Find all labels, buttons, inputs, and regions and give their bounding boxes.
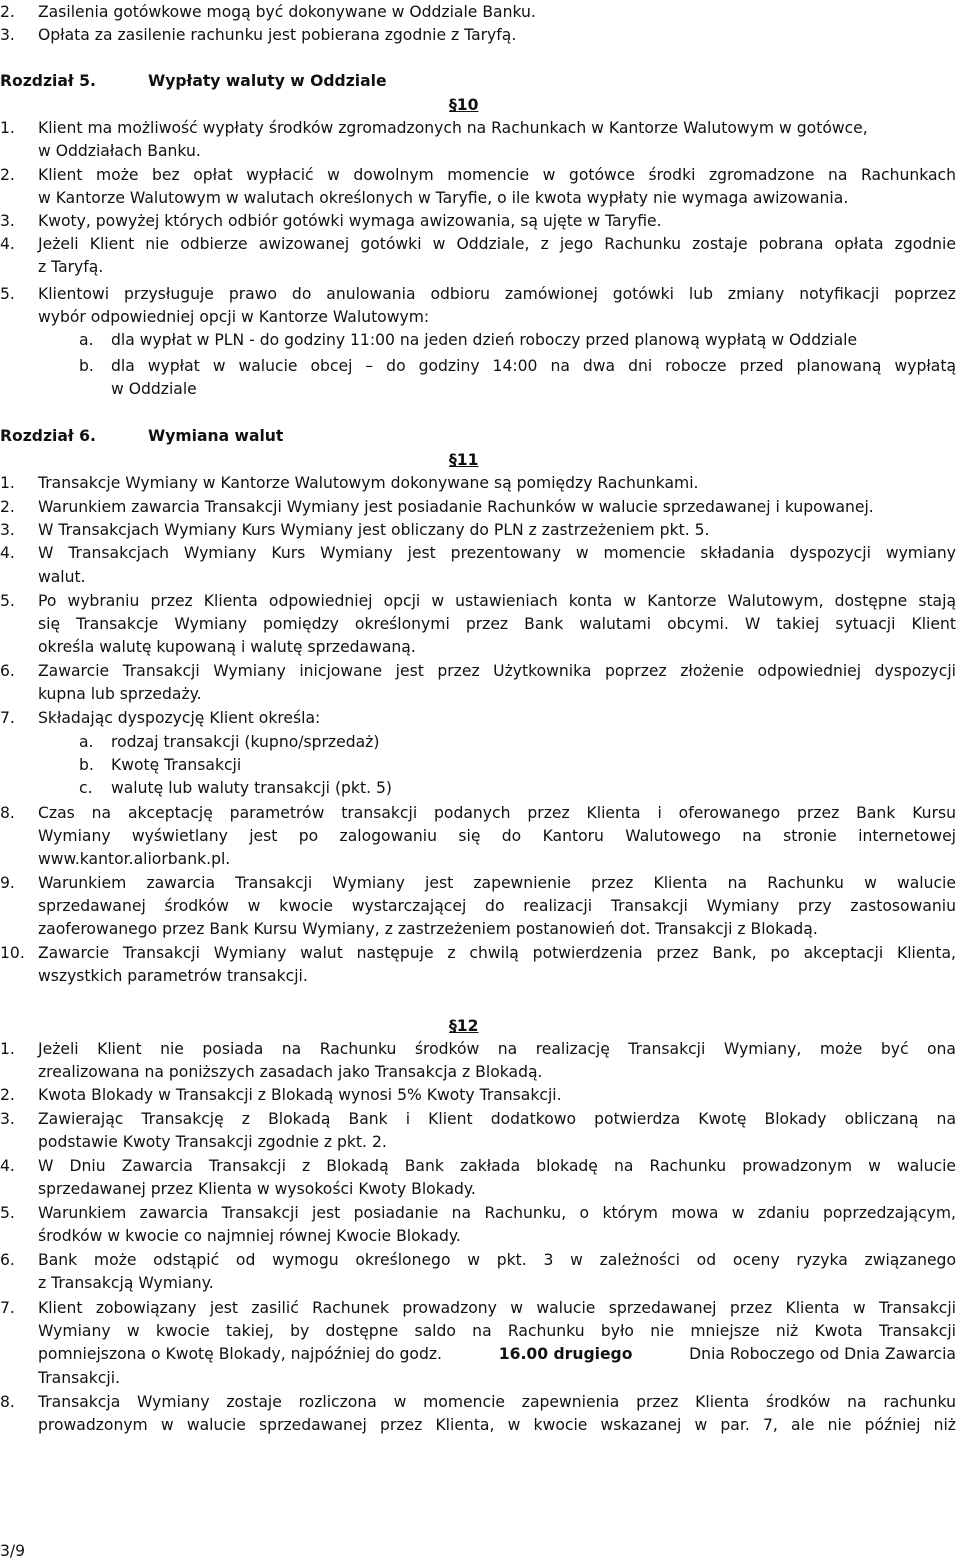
list-item: 9. Warunkiem zawarcia Transakcji Wymiany jest zapewnienie przez Klienta na Rachunku w walucie — [0, 874, 956, 892]
list-item: 2. Warunkiem zawarcia Transakcji Wymiany jest posiadanie Rachunków w walucie sprzedawanej i kupowanej. — [0, 498, 874, 516]
list-item: 4. Jeżeli Klient nie odbierze awizowanej gotówki w Oddziale, z jego Rachunku zostaje pobrana opłata zgodnie — [0, 235, 956, 253]
list-item-continuation: środków w kwocie co najmniej równej Kwocie Blokady. — [38, 1227, 461, 1245]
section-sign: § — [449, 1017, 457, 1035]
list-item: 5. Klientowi przysługuje prawo do anulowania odbioru zamówionej gotówki lub zmiany notyfikacji poprzez — [0, 285, 956, 303]
sub-list-item: c. walutę lub waluty transakcji (pkt. 5) — [79, 779, 392, 797]
list-item: 6. Bank może odstąpić od wymogu określonego w pkt. 3 w zależności od oceny ryzyka związanego — [0, 1251, 956, 1269]
list-item: 3. Kwoty, powyżej których odbiór gotówki wymaga awizowania, są ujęte w Taryfie. — [0, 212, 662, 230]
list-item-continuation: wszystkich parametrów transakcji. — [38, 967, 308, 985]
chapter-title: Wypłaty waluty w Oddziale — [148, 72, 387, 90]
paragraph-number: §11 — [449, 451, 479, 469]
list-item: 3. Opłata za zasilenie rachunku jest pobierana zgodnie z Taryfą. — [0, 26, 517, 44]
chapter-label: Rozdział 6. — [0, 427, 96, 445]
list-item: 2. Zasilenia gotówkowe mogą być dokonywane w Oddziale Banku. — [0, 3, 536, 21]
list-item-continuation: wybór odpowiedniej opcji w Kantorze Walutowym: — [38, 308, 430, 326]
list-item-continuation: prowadzonym w walucie sprzedawanej przez Klienta, w kwocie wskazanej w par. 7, ale nie później niż — [38, 1416, 956, 1434]
sub-list-item: b. Kwotę Transakcji — [79, 756, 242, 774]
list-item-continuation: pomniejszona o Kwotę Blokady, najpóźniej do godz. 16.00 drugiego Dnia Roboczego od Dnia Zawarcia — [38, 1345, 956, 1363]
list-item-continuation: sprzedawanej przez Klienta w wysokości Kwoty Blokady. — [38, 1180, 476, 1198]
paragraph-number: §12 — [449, 1017, 479, 1035]
sub-list-item-continuation: w Oddziale — [111, 380, 197, 398]
list-item-continuation: się Transakcje Wymiany pomiędzy określonymi przez Bank walutami obcymi. W takiej sytuacji Klient — [38, 615, 956, 633]
list-item-continuation: sprzedawanej środków w kwocie wystarczającej do realizacji Transakcji Wymiany przy zastosowaniu — [38, 897, 956, 915]
list-item-continuation: kupna lub sprzedaży. — [38, 685, 202, 703]
list-item: 3. Zawierając Transakcję z Blokadą Bank i Klient dodatkowo potwierdza Kwotę Blokady obliczaną na — [0, 1110, 956, 1128]
deadline-emphasis: 16.00 drugiego — [498, 1345, 633, 1363]
list-item: 1. Jeżeli Klient nie posiada na Rachunku środków na realizację Transakcji Wymiany, może być ona — [0, 1040, 956, 1058]
list-item-continuation: w Oddziałach Banku. — [38, 142, 201, 160]
list-item-continuation: zaoferowanego przez Bank Kursu Wymiany, z zastrzeżeniem postanowień dot. Transakcji z Blokadą. — [38, 920, 818, 938]
website-link[interactable]: www.kantor.aliorbank.pl. — [38, 850, 231, 868]
list-item-continuation — [0, 848, 960, 870]
list-item: 6. Zawarcie Transakcji Wymiany inicjowane jest przez Użytkownika poprzez złożenie odpowiedniej dyspozycji — [0, 662, 956, 680]
list-item: 8. Transakcja Wymiany zostaje rozliczona w momencie zapewnienia przez Klienta środków na rachunku — [0, 1393, 956, 1411]
sub-list-item: a. rodzaj transakcji (kupno/sprzedaż) — [79, 733, 380, 751]
chapter-heading — [0, 70, 960, 92]
list-item-continuation: określa walutę kupowaną i walutę sprzedawaną. — [38, 638, 416, 656]
list-item: 8. Czas na akceptację parametrów transakcji podanych przez Klienta i oferowanego przez Bank Kursu — [0, 804, 956, 822]
list-item-continuation: z Taryfą. — [38, 258, 104, 276]
list-item-continuation: podstawie Kwoty Transakcji zgodnie z pkt. 2. — [38, 1133, 387, 1151]
section-sign: § — [449, 96, 457, 114]
sub-list-item: a. dla wypłat w PLN - do godziny 11:00 na jeden dzień roboczy przed planową wypłatą w Oddziale — [79, 331, 858, 349]
list-item: 5. Po wybraniu przez Klienta odpowiedniej opcji w ustawieniach konta w Kantorze Walutowym, dostępne stają — [0, 592, 956, 610]
list-item-continuation: w Kantorze Walutowym w walutach określonych w Taryfie, o ile kwota wypłaty nie wymaga awizowania. — [38, 189, 849, 207]
list-item: 4. W Dniu Zawarcia Transakcji z Blokadą Bank zakłada blokadę na Rachunku prowadzonym w walucie — [0, 1157, 956, 1175]
list-item-continuation: z Transakcją Wymiany. — [38, 1274, 214, 1292]
list-item: 1. Klient ma możliwość wypłaty środków zgromadzonych na Rachunkach w Kantorze Walutowym w gotówce, — [0, 119, 868, 137]
sub-list-item: b. dla wypłat w walucie obcej – do godziny 14:00 na dwa dni robocze przed planowaną wypłatą — [79, 357, 956, 375]
list-item: 3. W Transakcjach Wymiany Kurs Wymiany jest obliczany do PLN z zastrzeżeniem pkt. 5. — [0, 521, 710, 539]
list-item: 7. Składając dyspozycję Klient określa: — [0, 709, 321, 727]
list-item-continuation: walut. — [38, 568, 86, 586]
list-item: 2. Klient może bez opłat wypłacić w dowolnym momencie w gotówce środki zgromadzone na Rachunkach — [0, 166, 956, 184]
page-number: 3/9 — [0, 1542, 26, 1560]
list-item: 7. Klient zobowiązany jest zasilić Rachunek prowadzony w walucie sprzedawanej przez Klienta w Transakcji — [0, 1299, 956, 1317]
list-item: 1. Transakcje Wymiany w Kantorze Walutowym dokonywane są pomiędzy Rachunkami. — [0, 474, 699, 492]
chapter-label: Rozdział 5. — [0, 72, 96, 90]
list-item-continuation: Wymiany w kwocie takiej, by dostępne saldo na Rachunku było nie mniejsze niż Kwota Transakcji — [38, 1322, 956, 1340]
list-item-continuation: zrealizowana na poniższych zasadach jako Transakcja z Blokadą. — [38, 1063, 543, 1081]
list-item: 5. Warunkiem zawarcia Transakcji jest posiadanie na Rachunku, o którym mowa w zdaniu poprzedzającym, — [0, 1204, 956, 1222]
list-item: 10. Zawarcie Transakcji Wymiany walut następuje z chwilą potwierdzenia przez Bank, po akceptacji Klienta, — [0, 944, 956, 962]
chapter-title: Wymiana walut — [148, 427, 284, 445]
paragraph-number: §10 — [449, 96, 479, 114]
chapter-heading — [0, 425, 960, 447]
section-sign: § — [449, 451, 457, 469]
list-item-continuation: Transakcji. — [38, 1369, 120, 1387]
list-item-continuation: Wymiany wyświetlany jest po zalogowaniu się do Kantoru Walutowego na stronie internetowej — [38, 827, 956, 845]
list-item: 4. W Transakcjach Wymiany Kurs Wymiany jest prezentowany w momencie składania dyspozycji wymiany — [0, 544, 956, 562]
list-item: 2. Kwota Blokady w Transakcji z Blokadą wynosi 5% Kwoty Transakcji. — [0, 1086, 562, 1104]
